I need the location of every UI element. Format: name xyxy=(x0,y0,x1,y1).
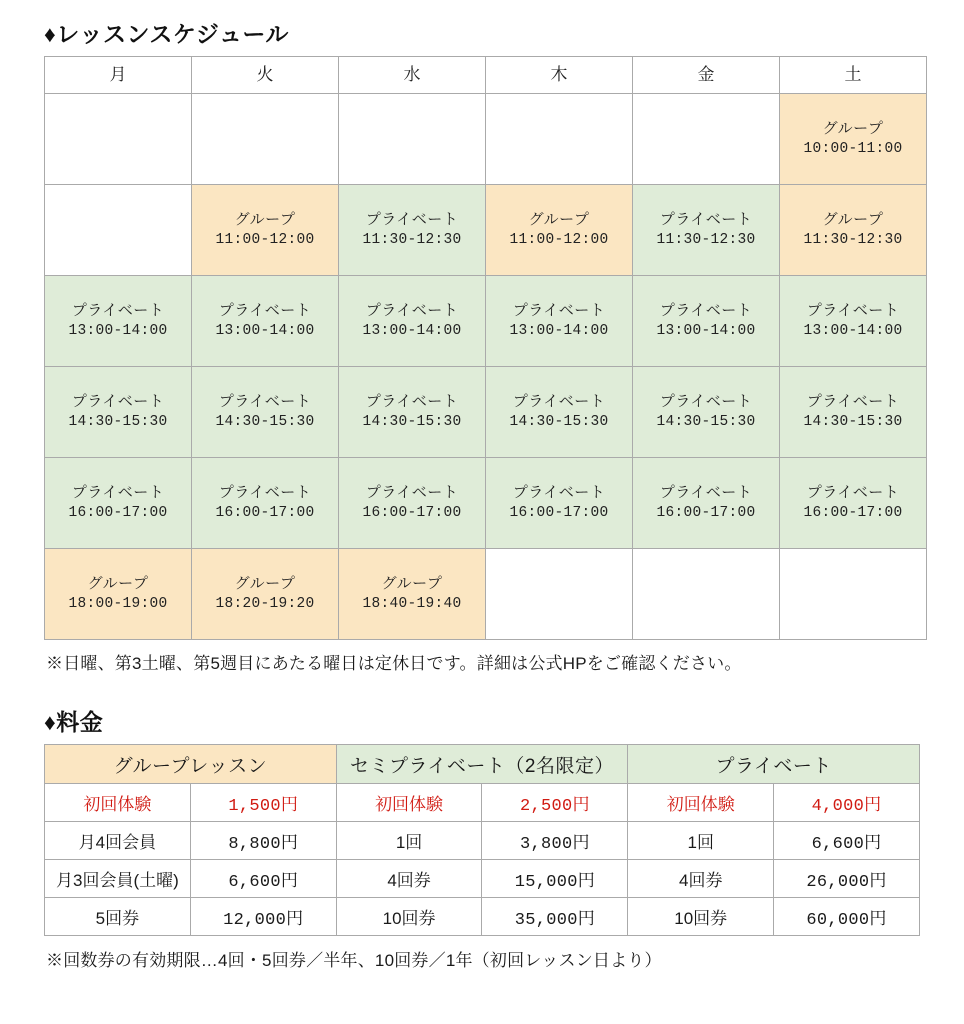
price-item-name: 初回体験 xyxy=(628,784,774,822)
schedule-day-header: 水 xyxy=(339,57,486,94)
schedule-day-header: 火 xyxy=(192,57,339,94)
schedule-cell xyxy=(486,276,633,367)
schedule-cell xyxy=(633,276,780,367)
lesson-time: 14:30-15:30 xyxy=(509,414,609,431)
lesson-type: プライベート xyxy=(71,392,165,410)
schedule-cell xyxy=(486,549,633,640)
schedule-cell xyxy=(780,94,927,185)
schedule-cell xyxy=(339,367,486,458)
lesson-time: 18:20-19:20 xyxy=(215,596,315,613)
table-row xyxy=(45,784,920,822)
lesson-time: 13:00-14:00 xyxy=(362,323,462,340)
price-item-name: 1回 xyxy=(628,822,774,860)
schedule-note: ※日曜、第3土曜、第5週目にあたる曜日は定休日です。詳細は公式HPをご確認ください。 xyxy=(46,654,742,673)
price-table xyxy=(44,744,920,936)
price-item-value: 3,800円 xyxy=(482,822,628,860)
lesson-type: プライベート xyxy=(218,301,312,319)
schedule-cell xyxy=(192,185,339,276)
schedule-cell xyxy=(780,458,927,549)
table-row xyxy=(45,458,927,549)
table-row xyxy=(45,185,927,276)
lesson-time: 14:30-15:30 xyxy=(656,414,756,431)
schedule-cell xyxy=(339,458,486,549)
schedule-cell xyxy=(45,549,192,640)
table-row xyxy=(45,276,927,367)
schedule-day-header: 金 xyxy=(633,57,780,94)
price-item-value: 15,000円 xyxy=(482,860,628,898)
price-header-row xyxy=(45,745,920,784)
schedule-cell xyxy=(192,94,339,185)
lesson-type: プライベート xyxy=(806,392,900,410)
lesson-type: プライベート xyxy=(365,392,459,410)
price-header-group: グループレッスン xyxy=(45,745,337,784)
lesson-time: 16:00-17:00 xyxy=(656,505,756,522)
price-title: ♦料金 xyxy=(44,709,104,735)
schedule-cell xyxy=(780,367,927,458)
price-item-value: 35,000円 xyxy=(482,898,628,936)
table-row xyxy=(45,898,920,936)
price-note: ※回数券の有効期限…4回・5回券／半年、10回券／1年（初回レッスン日より） xyxy=(46,951,662,970)
schedule-cell xyxy=(45,276,192,367)
lesson-time: 14:30-15:30 xyxy=(68,414,168,431)
lesson-type: プライベート xyxy=(365,483,459,501)
lesson-type: プライベート xyxy=(71,483,165,501)
lesson-time: 16:00-17:00 xyxy=(68,505,168,522)
lesson-type: プライベート xyxy=(659,392,753,410)
price-item-name: 10回券 xyxy=(628,898,774,936)
lesson-time: 16:00-17:00 xyxy=(803,505,903,522)
schedule-cell xyxy=(45,94,192,185)
lesson-time: 18:00-19:00 xyxy=(68,596,168,613)
price-item-value: 6,600円 xyxy=(190,860,336,898)
schedule-header-row xyxy=(45,57,927,94)
price-item-value: 8,800円 xyxy=(190,822,336,860)
schedule-day-header: 月 xyxy=(45,57,192,94)
table-row xyxy=(45,94,927,185)
schedule-cell xyxy=(45,185,192,276)
schedule-cell xyxy=(339,185,486,276)
schedule-cell xyxy=(192,276,339,367)
lesson-type: プライベート xyxy=(365,210,459,228)
lesson-time: 16:00-17:00 xyxy=(362,505,462,522)
table-row xyxy=(45,822,920,860)
lesson-time: 10:00-11:00 xyxy=(803,141,903,158)
schedule-cell xyxy=(486,94,633,185)
price-item-value: 1,500円 xyxy=(190,784,336,822)
lesson-time: 13:00-14:00 xyxy=(803,323,903,340)
lesson-time: 14:30-15:30 xyxy=(362,414,462,431)
lesson-type: プライベート xyxy=(218,483,312,501)
lesson-time: 18:40-19:40 xyxy=(362,596,462,613)
lesson-type: プライベート xyxy=(512,301,606,319)
lesson-type: プライベート xyxy=(659,301,753,319)
lesson-time: 16:00-17:00 xyxy=(215,505,315,522)
price-item-value: 6,600円 xyxy=(774,822,920,860)
schedule-cell xyxy=(633,367,780,458)
lesson-time: 11:30-12:30 xyxy=(803,232,903,249)
schedule-cell xyxy=(192,549,339,640)
lesson-type: プライベート xyxy=(71,301,165,319)
price-item-name: 初回体験 xyxy=(336,784,482,822)
schedule-cell xyxy=(486,458,633,549)
schedule-cell xyxy=(780,185,927,276)
lesson-time: 13:00-14:00 xyxy=(656,323,756,340)
lesson-type: プライベート xyxy=(806,483,900,501)
schedule-cell xyxy=(339,94,486,185)
lesson-time: 11:30-12:30 xyxy=(362,232,462,249)
price-item-name: 初回体験 xyxy=(45,784,191,822)
lesson-type: プライベート xyxy=(365,301,459,319)
lesson-type: グループ xyxy=(381,574,443,592)
lesson-time: 13:00-14:00 xyxy=(68,323,168,340)
price-body xyxy=(45,784,920,936)
lesson-type: グループ xyxy=(234,574,296,592)
schedule-cell xyxy=(192,367,339,458)
schedule-day-header: 木 xyxy=(486,57,633,94)
schedule-cell xyxy=(633,458,780,549)
lesson-type: グループ xyxy=(528,210,590,228)
price-item-name: 10回券 xyxy=(336,898,482,936)
schedule-cell xyxy=(486,367,633,458)
price-item-name: 5回券 xyxy=(45,898,191,936)
schedule-cell xyxy=(780,276,927,367)
price-header-private: プライベート xyxy=(628,745,920,784)
price-item-value: 4,000円 xyxy=(774,784,920,822)
lesson-schedule-table xyxy=(44,56,927,640)
lesson-type: グループ xyxy=(234,210,296,228)
schedule-cell xyxy=(339,276,486,367)
lesson-type: グループ xyxy=(822,119,884,137)
lesson-type: プライベート xyxy=(512,392,606,410)
lesson-time: 16:00-17:00 xyxy=(509,505,609,522)
schedule-cell xyxy=(192,458,339,549)
price-item-name: 4回券 xyxy=(336,860,482,898)
lesson-time: 14:30-15:30 xyxy=(215,414,315,431)
schedule-cell xyxy=(45,367,192,458)
price-item-name: 1回 xyxy=(336,822,482,860)
price-item-name: 4回券 xyxy=(628,860,774,898)
lesson-type: グループ xyxy=(822,210,884,228)
table-row xyxy=(45,367,927,458)
table-row xyxy=(45,549,927,640)
lesson-type: プライベート xyxy=(659,483,753,501)
lesson-type: プライベート xyxy=(512,483,606,501)
schedule-cell xyxy=(45,458,192,549)
price-item-value: 26,000円 xyxy=(774,860,920,898)
schedule-title: ♦レッスンスケジュール xyxy=(44,21,289,47)
price-item-name: 月3回会員(土曜) xyxy=(45,860,191,898)
lesson-time: 11:30-12:30 xyxy=(656,232,756,249)
table-row xyxy=(45,860,920,898)
schedule-cell xyxy=(486,185,633,276)
lesson-type: プライベート xyxy=(218,392,312,410)
price-item-value: 60,000円 xyxy=(774,898,920,936)
section-spacer xyxy=(44,674,920,698)
schedule-day-header: 土 xyxy=(780,57,927,94)
lesson-type: プライベート xyxy=(659,210,753,228)
lesson-time: 13:00-14:00 xyxy=(215,323,315,340)
schedule-cell xyxy=(339,549,486,640)
schedule-cell xyxy=(633,549,780,640)
lesson-time: 11:00-12:00 xyxy=(215,232,315,249)
price-item-value: 2,500円 xyxy=(482,784,628,822)
schedule-cell xyxy=(633,94,780,185)
price-header-semi-private: セミプライベート（2名限定） xyxy=(336,745,628,784)
lesson-time: 14:30-15:30 xyxy=(803,414,903,431)
schedule-cell xyxy=(633,185,780,276)
lesson-type: グループ xyxy=(87,574,149,592)
schedule-body xyxy=(45,94,927,640)
price-item-name: 月4回会員 xyxy=(45,822,191,860)
lesson-time: 13:00-14:00 xyxy=(509,323,609,340)
price-item-value: 12,000円 xyxy=(190,898,336,936)
schedule-cell xyxy=(780,549,927,640)
lesson-time: 11:00-12:00 xyxy=(509,232,609,249)
lesson-type: プライベート xyxy=(806,301,900,319)
